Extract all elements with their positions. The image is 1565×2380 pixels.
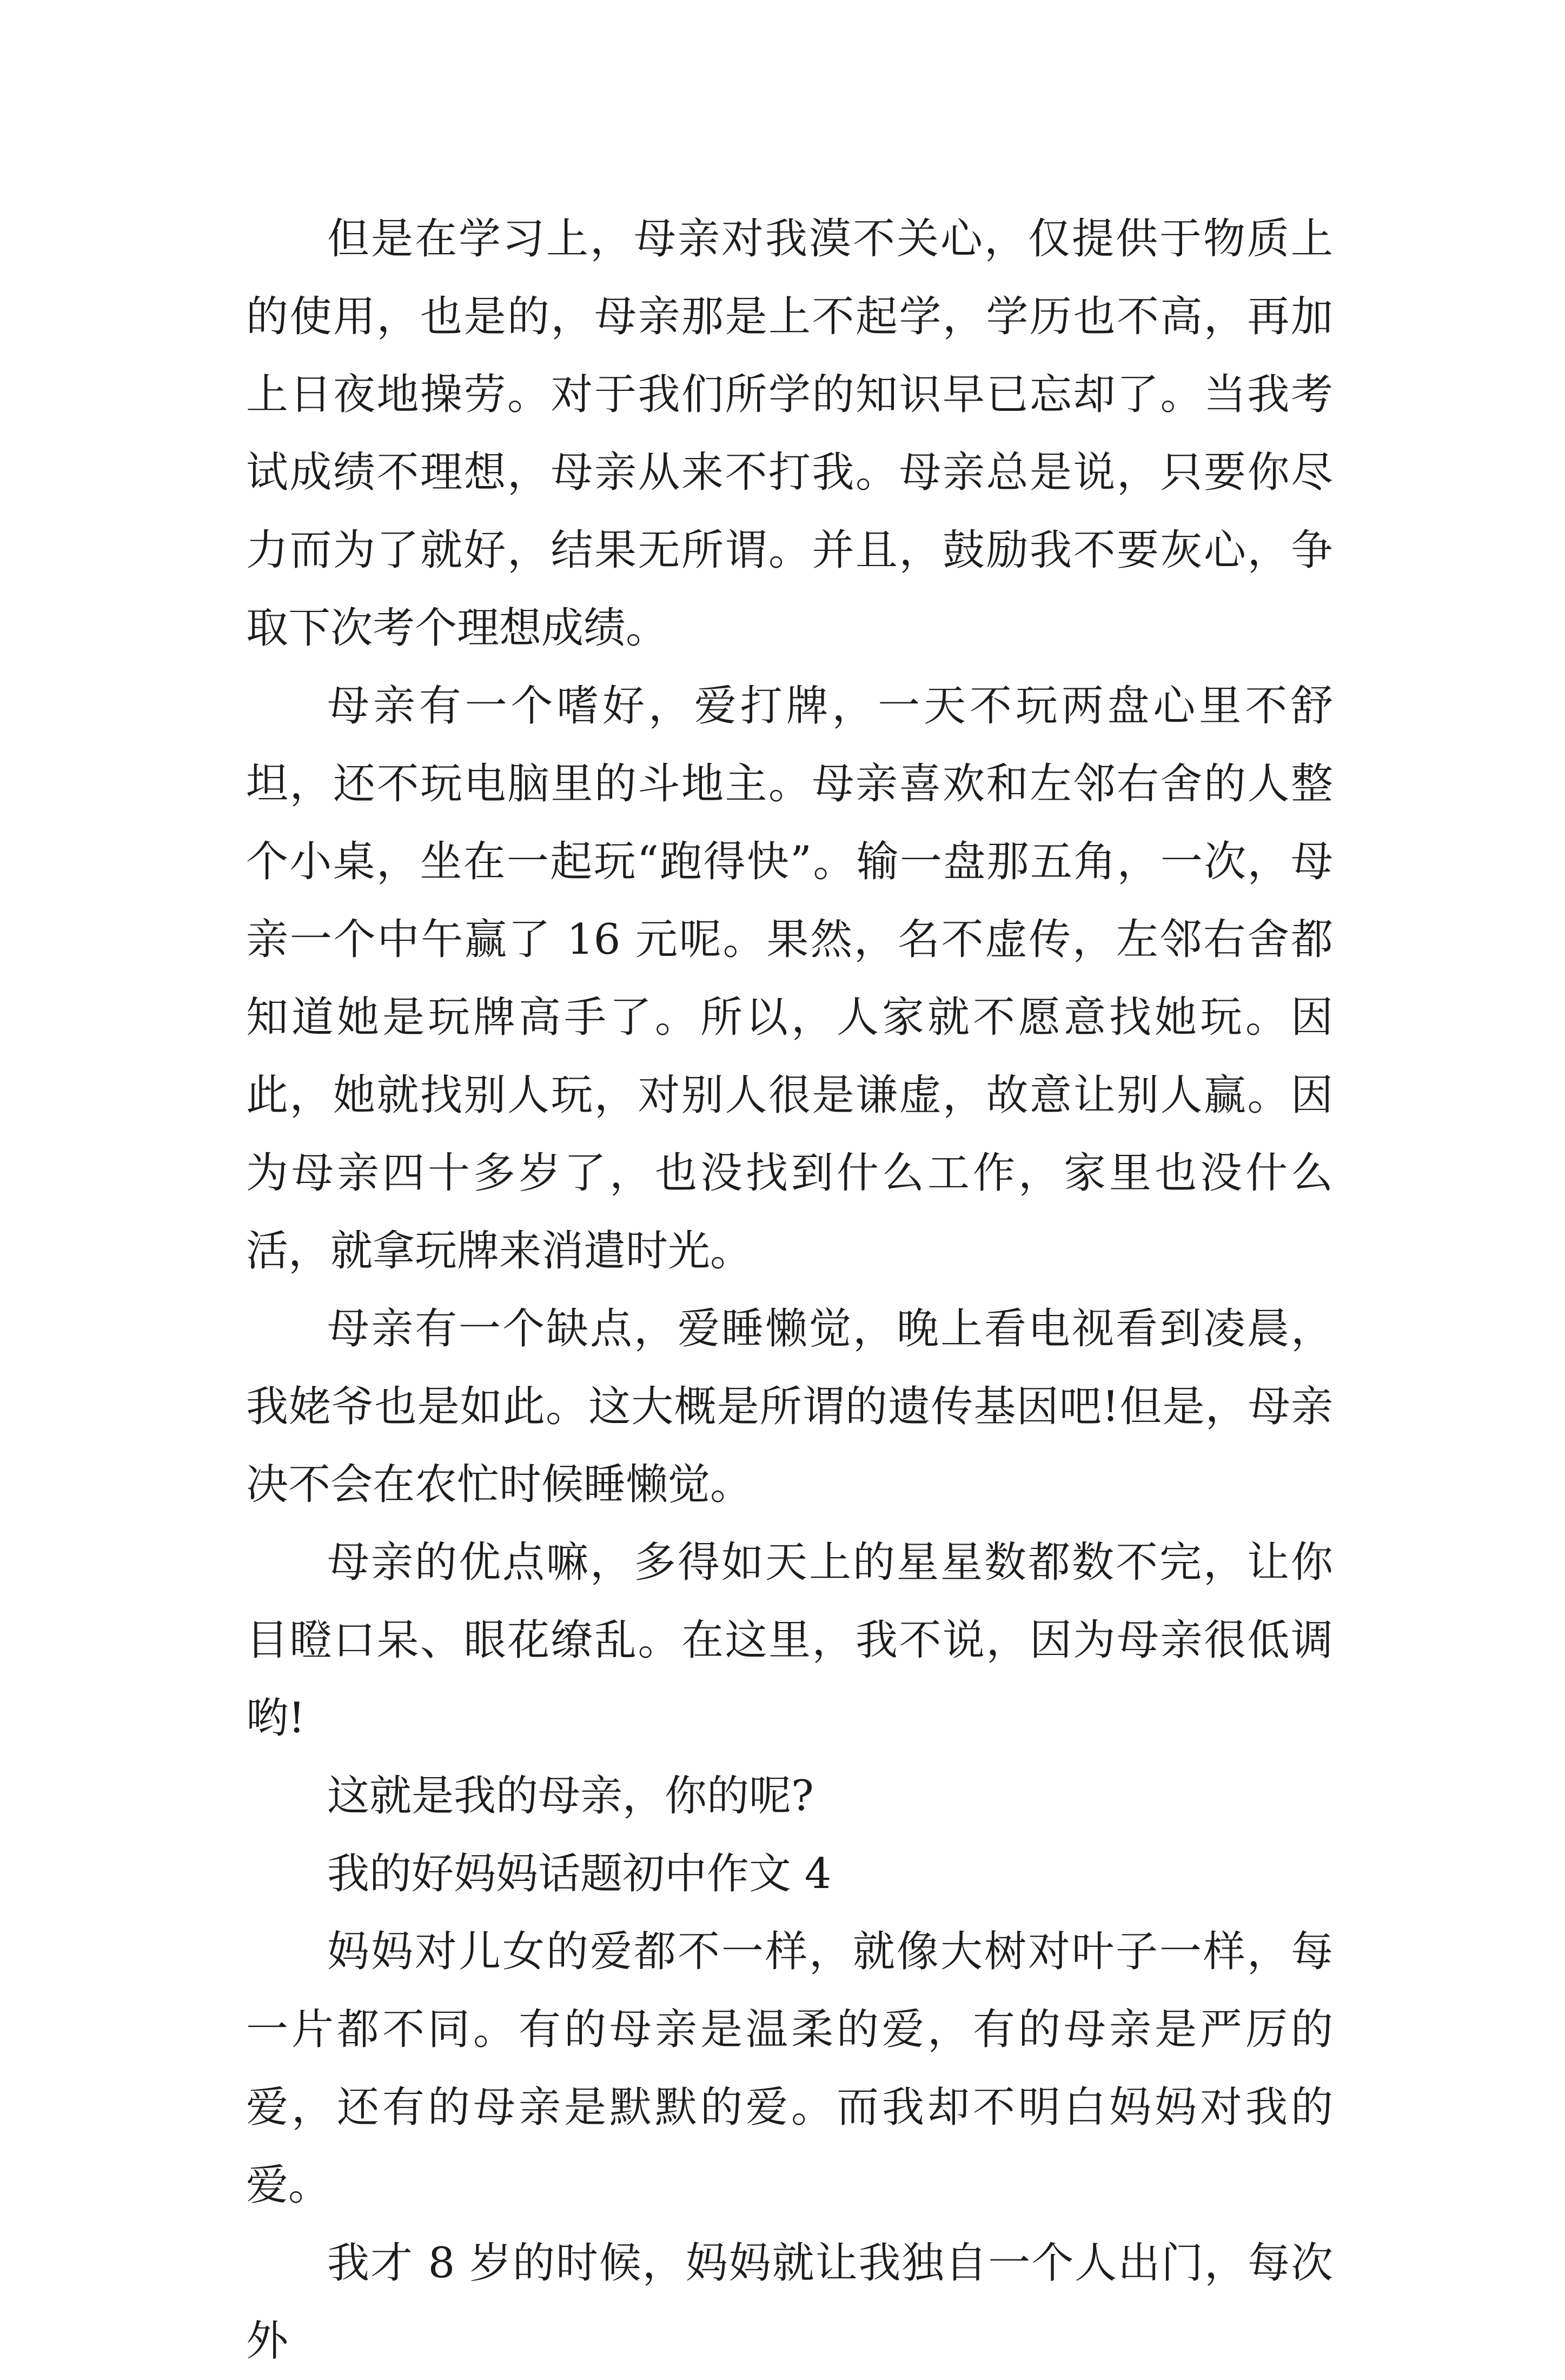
paragraph: 母亲有一个缺点，爱睡懒觉，晚上看电视看到凌晨，我姥爷也是如此。这大概是所谓的遗传基因吧!但是，母亲决不会在农忙时候睡懒觉。	[246, 1305, 1333, 1509]
paragraph: 母亲的优点嘛，多得如天上的星星数都数不完，让你目瞪口呆、眼花缭乱。在这里，我不说，因为母亲很低调哟!	[246, 1538, 1333, 1743]
paragraph: 我才 8 岁的时候，妈妈就让我独自一个人出门，每次外	[246, 2239, 1333, 2365]
paragraph: 母亲有一个嗜好，爱打牌，一天不玩两盘心里不舒坦，还不玩电脑里的斗地主。母亲喜欢和左邻右舍的人整个小桌，坐在一起玩“跑得快”。输一盘那五角，一次，母亲一个中午赢了 16 元呢。果然，名不虚传，左邻右舍都知道她是玩牌高手了。所以，人家就不愿意找她玩。因此，她就找别人玩，对别人很是谦虚，故意让别人赢。因为母亲四十多岁了，也没找到什么工作，家里也没什么活，就拿玩牌来消遣时光。	[246, 682, 1333, 1275]
paragraph: 但是在学习上，母亲对我漠不关心，仅提供于物质上的使用，也是的，母亲那是上不起学，学历也不高，再加上日夜地操劳。对于我们所学的知识早已忘却了。当我考试成绩不理想，母亲从来不打我。母亲总是说，只要你尽力而为了就好，结果无所谓。并且，鼓励我不要灰心，争取下次考个理想成绩。	[246, 215, 1333, 653]
document-body	[246, 200, 1333, 2380]
paragraph: 妈妈对儿女的爱都不一样，就像大树对叶子一样，每一片都不同。有的母亲是温柔的爱，有的母亲是严厉的爱，还有的母亲是默默的爱。而我却不明白妈妈对我的爱。	[246, 1927, 1333, 2210]
paragraph: 这就是我的母亲，你的呢?	[327, 1772, 814, 1820]
section-title: 我的好妈妈话题初中作文 4	[327, 1850, 832, 1898]
